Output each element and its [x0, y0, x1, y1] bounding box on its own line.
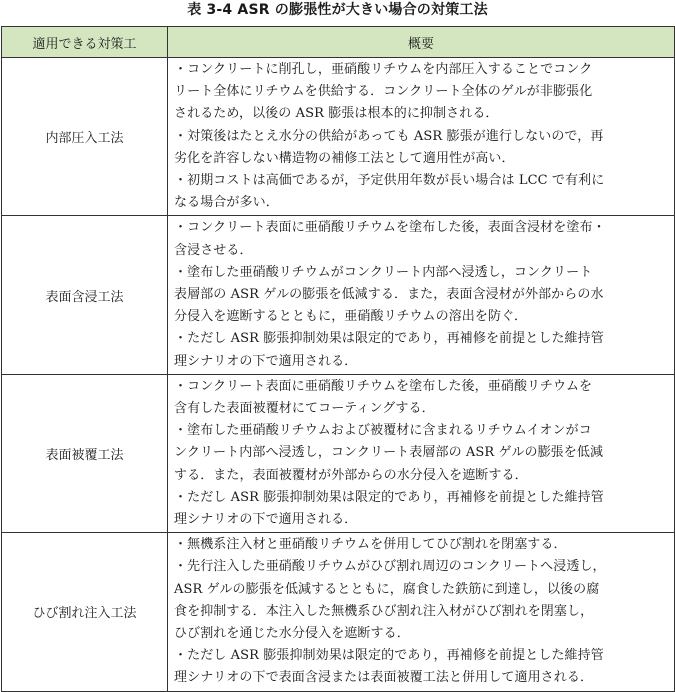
- summary-line: 理シナリオの下で表面含浸または表面被覆工法と併用して適用される．: [174, 670, 594, 686]
- summary-line: ・塗布した亜硝酸リチウムおよび被覆材に含まれるリチウムイオンがコ: [174, 423, 592, 439]
- summary-cell: [168, 533, 675, 691]
- method-cell: ひび割れ注入工法: [2, 533, 168, 691]
- summary-line: ・ただし ASR 膨張抑制効果は限定的であり，再補修を前提とした維持管: [174, 331, 604, 347]
- summary-line: 理シナリオの下で適用される．: [174, 512, 358, 528]
- summary-line: ASR ゲルの膨張を低減するとともに，腐食した鉄筋に到達し，以後の腐: [174, 581, 600, 597]
- summary-line: ンクリート内部へ浸透し，コンクリート表層部の ASR ゲルの膨張を低減: [174, 445, 604, 461]
- summary-line: 含有した表面被覆材にてコーティングする．: [174, 401, 435, 417]
- summary-line: ひび割れを通じた水分侵入を遮断する．: [174, 626, 410, 642]
- summary-cell: [168, 58, 675, 216]
- summary-line: 分侵入を遮断するとともに，亜硝酸リチウムの溶出を防ぐ．: [174, 309, 528, 325]
- summary-line: ・初期コストは高価であるが，予定供用年数が長い場合は LCC で有利に: [174, 173, 605, 189]
- table-row: [2, 216, 675, 374]
- summary-line: なる場合が多い．: [174, 195, 279, 211]
- table-row: [2, 374, 675, 532]
- table-row: [2, 533, 675, 691]
- summary-line: 理シナリオの下で適用される．: [174, 353, 358, 369]
- summary-line: ・先行注入した亜硝酸リチウムがひび割れ周辺のコンクリートへ浸透し，: [174, 559, 606, 575]
- header-method: 適用できる対策工: [2, 27, 168, 58]
- summary-line: 食を抑制する．本注入した無機系ひび割れ注入材がひび割れを閉塞し，: [174, 603, 594, 619]
- header-summary: 概要: [168, 27, 675, 58]
- summary-line: ・塗布した亜硝酸リチウムがコンクリート内部へ浸透し，コンクリート: [174, 264, 593, 280]
- summary-line: ・コンクリート表面に亜硝酸リチウムを塗布した後，亜硝酸リチウムを: [174, 378, 593, 394]
- summary-line: ・ただし ASR 膨張抑制効果は限定的であり，再補修を前提とした維持管: [174, 489, 604, 505]
- summary-cell: [168, 216, 675, 374]
- summary-line: リート全体にリチウムを供給する．コンクリート全体のゲルが非膨張化: [174, 84, 593, 100]
- method-cell: 表面含浸工法: [2, 216, 168, 374]
- summary-line: ・ただし ASR 膨張抑制効果は限定的であり，再補修を前提とした維持管: [174, 648, 604, 664]
- summary-line: ・対策後はたとえ水分の供給があっても ASR 膨張が進行しないので，再: [174, 128, 604, 144]
- summary-line: する．また，表面被覆材が外部からの水分侵入を遮断する．: [174, 467, 528, 483]
- summary-line: ・無機系注入材と亜硝酸リチウムを併用してひび割れを閉塞する．: [174, 537, 567, 553]
- summary-line: 劣化を許容しない構造物の補修工法として適用性が高い．: [174, 150, 515, 166]
- summary-cell: [168, 374, 675, 532]
- summary-line: 含浸させる．: [174, 242, 253, 258]
- table-row: [2, 58, 675, 216]
- summary-line: ・コンクリート表面に亜硝酸リチウムを塗布した後，表面含浸材を塗布・: [174, 220, 606, 236]
- method-cell: 内部圧入工法: [2, 58, 168, 216]
- method-cell: 表面被覆工法: [2, 374, 168, 532]
- countermeasure-table: [1, 26, 675, 692]
- summary-line: ・コンクリートに削孔し，亜硝酸リチウムを内部圧入することでコンク: [174, 62, 593, 77]
- table-header-row: [2, 27, 675, 58]
- summary-line: 表層部の ASR ゲルの膨張を低減する．また，表面含浸材が外部からの水: [174, 287, 604, 303]
- table-caption: 表 3-4 ASR の膨張性が大きい場合の対策工法: [187, 2, 488, 18]
- summary-line: されるため，以後の ASR 膨張は根本的に抑制される．: [174, 106, 499, 122]
